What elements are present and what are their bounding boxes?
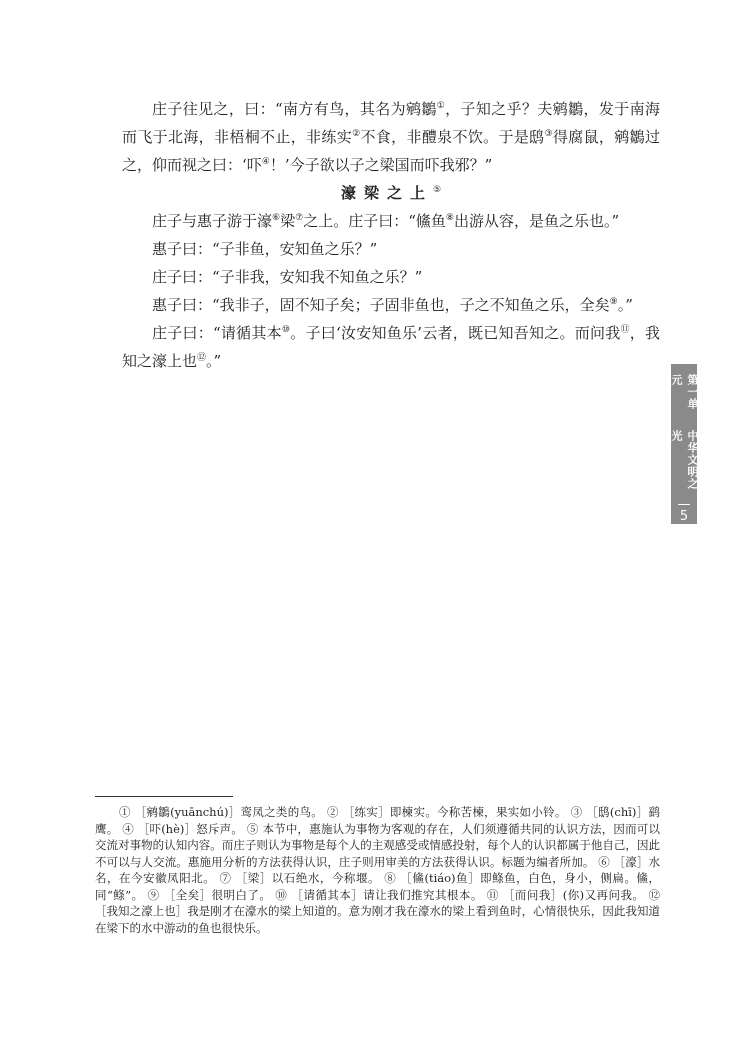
- footnote-block: ① ［鹓鶵(yuānchú)］鸾凤之类的鸟。 ② ［练实］即楝实。今称苦楝，果实如小铃。 ③ ［鸱(chī)］鹞鹰。 ④ ［吓(hè)］怒斥声。 ⑤ 本节中，惠施认为事物为客观的存在，人们须遵循共同的认识方法，因而可以交流对事物的认知内容。而庄子则认为事物是每个人的主观感受或情感投射，每个人的认识都属于他自己，因此不可以与人交流。惠施用分析的方法获得认识，庄子则用审美的方法获得认识。标题为编者所加。 ⑥ ［濠］水名，在今安徽凤阳北。 ⑦ ［梁］以石绝水，今称堰。 ⑧ ［鯈(tiáo)鱼］即鲦鱼，白色，身小，侧扁。鯈，同“鲦”。 ⑨ ［全矣］很明白了。 ⑩ ［请循其本］请让我们推究其根本。 ⑪ ［而问我］(你)又再问我。 ⑫ ［我知之濠上也］我是刚才在濠水的梁上知道的。意为刚才我在濠水的梁上看到鱼时，心情很快乐，因此我知道在梁下的水中游动的鱼也很快乐。: [95, 805, 660, 935]
- text-run: 庄子与惠子游于濠: [152, 212, 273, 230]
- text-run: 。子曰‘汝安知鱼乐’云者，既已知吾知之。而问我: [290, 324, 621, 342]
- text-run: 。”: [617, 296, 633, 314]
- text-run: 庄子往见之，曰：“南方有鸟，其名为鹓鶵: [152, 100, 437, 118]
- note-marker[interactable]: ⑧: [445, 213, 454, 223]
- note-marker[interactable]: ①: [436, 101, 446, 111]
- note-marker[interactable]: ⑫: [197, 353, 207, 363]
- unit-label: 第一单元: [670, 374, 699, 410]
- unit-side-tab: [671, 364, 697, 524]
- page-number: 5: [679, 509, 689, 525]
- note-marker[interactable]: ⑪: [620, 325, 630, 335]
- note-marker[interactable]: ②: [352, 129, 361, 139]
- note-marker[interactable]: ⑦: [295, 213, 304, 223]
- paragraph-zhuangzi-visits: [122, 95, 660, 179]
- footnote-divider: [95, 796, 233, 797]
- main-text: [122, 95, 660, 375]
- paragraph-haoliang-2: 惠子曰：“子非鱼，安知鱼之乐？”: [152, 240, 378, 258]
- paragraph-haoliang-4: [122, 291, 660, 319]
- text-run: 得腐鼠，鹓鶵过之，仰而视之曰：‘吓: [122, 128, 660, 174]
- tab-divider: [678, 504, 690, 505]
- note-marker[interactable]: ④: [261, 157, 270, 167]
- text-run: 。”: [206, 352, 222, 370]
- text-run: 之上。庄子曰：“鯈鱼: [303, 212, 446, 230]
- text-run: 惠子曰：“我非子，固不知子矣；子固非鱼也，子之不知鱼之乐，全矣: [152, 296, 610, 314]
- text-run: ！’今子欲以子之梁国而吓我邪？”: [269, 156, 493, 174]
- section-title-text: 濠梁之上: [340, 184, 433, 202]
- note-marker[interactable]: ⑥: [272, 213, 281, 223]
- paragraph-haoliang-1: [122, 207, 660, 235]
- paragraph-haoliang-5: [122, 319, 660, 375]
- section-title: [122, 179, 660, 207]
- text-run: ，子知之乎？夫鹓鶵，发于南海而飞于北海，非梧桐不止，非练实: [122, 100, 660, 146]
- note-marker[interactable]: ③: [544, 129, 553, 139]
- text-run: 梁: [280, 212, 296, 230]
- text-run: ，我知之濠上也: [122, 324, 660, 370]
- text-run: 庄子曰：“请循其本: [152, 324, 282, 342]
- note-marker[interactable]: ⑤: [432, 185, 442, 195]
- footnotes: [95, 804, 660, 936]
- text-run: 出游从容，是鱼之乐也。”: [453, 212, 620, 230]
- text-run: 不食，非醴泉不饮。于是鸱: [360, 128, 545, 146]
- note-marker[interactable]: ⑩: [281, 325, 291, 335]
- paragraph-haoliang-3: 庄子曰：“子非我，安知我不知鱼之乐？”: [152, 268, 423, 286]
- note-marker[interactable]: ⑨: [609, 297, 618, 307]
- unit-theme-label: 中华文明之光: [670, 429, 699, 490]
